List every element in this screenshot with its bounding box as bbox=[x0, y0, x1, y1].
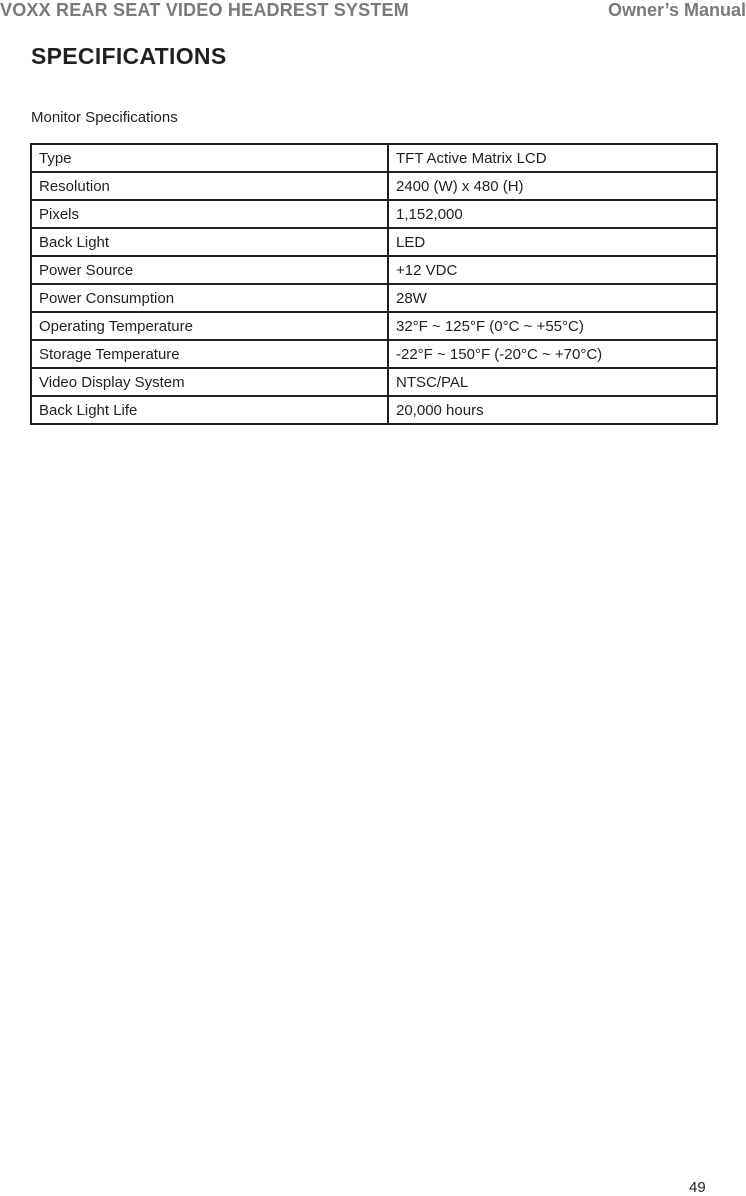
spec-label: Video Display System bbox=[31, 368, 388, 396]
specs-table bbox=[30, 143, 718, 425]
table-row bbox=[31, 340, 717, 368]
spec-value: +12 VDC bbox=[388, 256, 717, 284]
spec-value: 2400 (W) x 480 (H) bbox=[388, 172, 717, 200]
table-row bbox=[31, 228, 717, 256]
spec-value: 28W bbox=[388, 284, 717, 312]
page-number: 49 bbox=[689, 1179, 706, 1196]
spec-value: NTSC/PAL bbox=[388, 368, 717, 396]
table-row bbox=[31, 368, 717, 396]
header-product-title: VOXX REAR SEAT VIDEO HEADREST SYSTEM bbox=[0, 0, 409, 20]
table-row bbox=[31, 172, 717, 200]
spec-value: -22°F ~ 150°F (-20°C ~ +70°C) bbox=[388, 340, 717, 368]
section-title: SPECIFICATIONS bbox=[31, 43, 227, 69]
spec-value: 1,152,000 bbox=[388, 200, 717, 228]
spec-label: Operating Temperature bbox=[31, 312, 388, 340]
spec-value: 20,000 hours bbox=[388, 396, 717, 424]
table-subtitle: Monitor Specifications bbox=[31, 109, 178, 126]
spec-label: Pixels bbox=[31, 200, 388, 228]
spec-label: Storage Temperature bbox=[31, 340, 388, 368]
spec-value: 32°F ~ 125°F (0°C ~ +55°C) bbox=[388, 312, 717, 340]
table-row bbox=[31, 200, 717, 228]
spec-label: Back Light Life bbox=[31, 396, 388, 424]
spec-label: Power Source bbox=[31, 256, 388, 284]
table-row bbox=[31, 312, 717, 340]
table-row bbox=[31, 284, 717, 312]
table-row bbox=[31, 144, 717, 172]
table-row bbox=[31, 256, 717, 284]
spec-label: Back Light bbox=[31, 228, 388, 256]
spec-label: Resolution bbox=[31, 172, 388, 200]
table-row bbox=[31, 396, 717, 424]
spec-label: Power Consumption bbox=[31, 284, 388, 312]
page-header bbox=[0, 0, 746, 22]
spec-value: TFT Active Matrix LCD bbox=[388, 144, 717, 172]
spec-value: LED bbox=[388, 228, 717, 256]
header-manual-label: Owner’s Manual bbox=[607, 0, 746, 20]
spec-label: Type bbox=[31, 144, 388, 172]
